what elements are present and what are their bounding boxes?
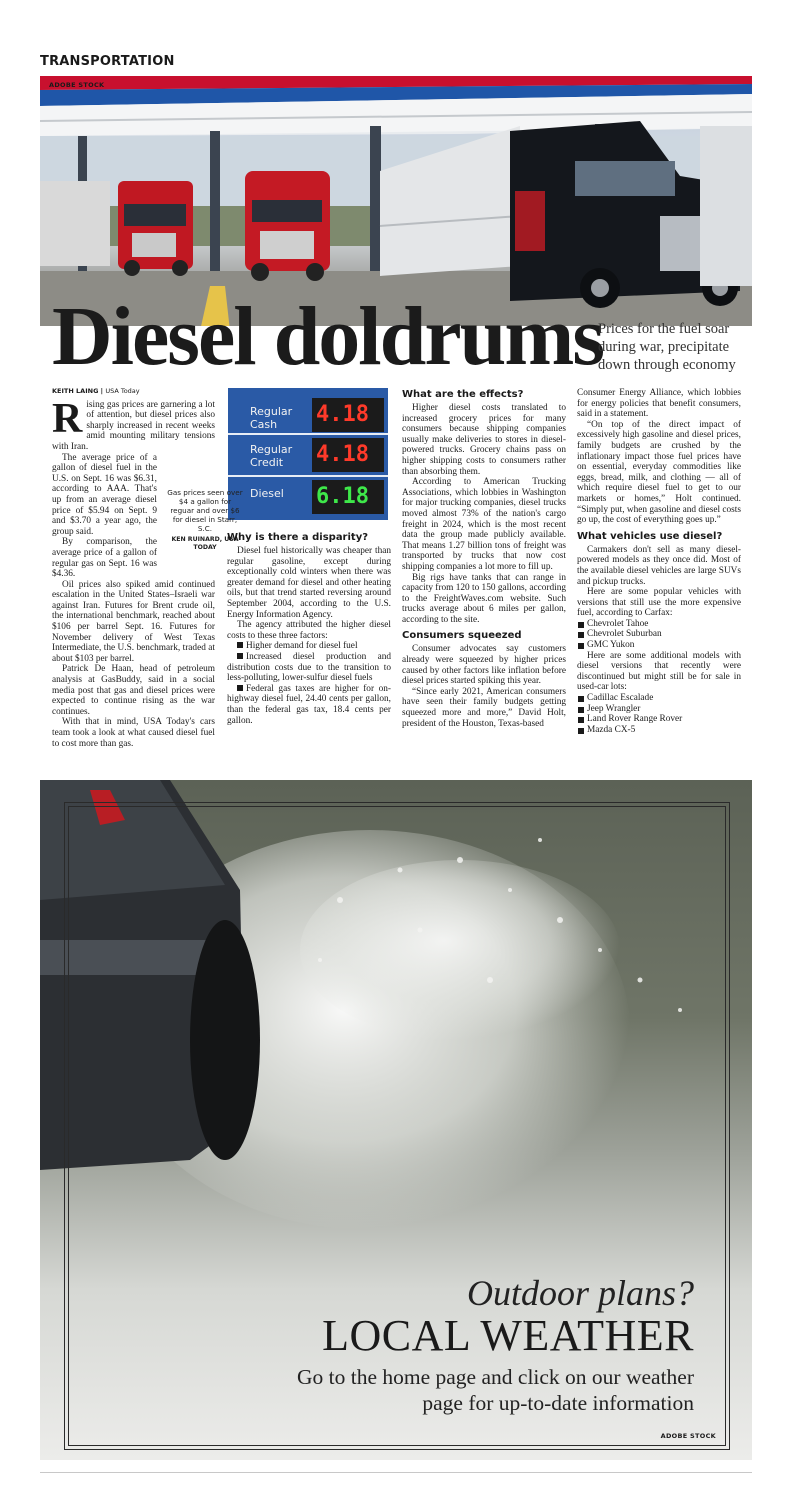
list-item: Chevrolet Suburban xyxy=(577,629,741,640)
weather-promo xyxy=(40,780,752,1460)
weather-body: Go to the home page and click on our weather page for up-to-date information xyxy=(296,1365,694,1415)
paragraph: Big rigs have tanks that can range in capacity from 120 to 150 gallons, according to the FreightWaves.com website. Such trucks average about 6 miles per gallon, according to the site. xyxy=(402,572,566,625)
paragraph: Patrick De Haan, head of petroleum analysis at GasBuddy, said in a social media post that gas and diesel prices were expected to continue rising as the war continues. xyxy=(52,664,215,717)
paragraph: Consumer advocates say customers already were squeezed by higher prices caused by other factors like inflation before diesel prices started spiking this year. xyxy=(402,644,566,687)
list-item: GMC Yukon xyxy=(577,640,741,651)
bullet-icon xyxy=(237,642,243,648)
sign-label-diesel: Diesel xyxy=(250,487,284,500)
price-regular-cash: 4.18 xyxy=(316,402,369,427)
weather-photo-credit: ADOBE STOCK xyxy=(660,1432,716,1440)
list-item: Jeep Wrangler xyxy=(577,704,741,715)
drop-cap: R xyxy=(52,395,83,442)
bullet-item: Higher demand for diesel fuel xyxy=(227,641,391,652)
paragraph: Higher diesel costs translated to increased grocery prices for many consumers because shipping companies usually make deliveries to stores in diesel-powered trucks. Grocery chains pass on higher shipping costs to consumers rather than absorbing them. xyxy=(402,403,566,477)
article-column-1 xyxy=(52,386,215,749)
article-column-2 xyxy=(227,531,391,726)
lead-text: ising gas prices are garnering a lot of attention, but diesel prices also sharply increased in recent weeks amid mounting military tensions with Iran. xyxy=(52,399,215,452)
paragraph: Diesel fuel historically was cheaper than regular gasoline, except during exceptionally cold winters when there was greater demand for diesel and other heating oils, but that trend started reversing around September 2004, according to the U.S. Energy Information Agency. xyxy=(227,546,391,620)
article-column-3 xyxy=(402,388,566,729)
paragraph: The average price of a gallon of diesel fuel in the U.S. on Sept. 16 was $6.31, according to AAA. That's up from an average diesel price of $5.94 on Sept. 9 and $3.70 a year ago, the group said. xyxy=(52,452,157,537)
subhead-effects: What are the effects? xyxy=(402,389,524,400)
section-label: TRANSPORTATION xyxy=(40,54,175,69)
vehicle-list-discontinued xyxy=(577,693,741,735)
bullet-icon xyxy=(237,653,243,659)
paragraph: With that in mind, USA Today's cars team took a look at what caused diesel fuel to cost more than gas. xyxy=(52,717,215,749)
bullet-icon xyxy=(237,685,243,691)
paragraph: According to American Trucking Associations, which lobbies in Washington for major trucking companies, diesel trucks moved almost 73% of the nation's cargo freight in 2024, which is the most recent data the group made publicly available. That means 1.27 billion tons of freight was transported by trucks that now cost shipping companies a lot more to fill up. xyxy=(402,477,566,572)
list-item: Mazda CX-5 xyxy=(577,725,741,736)
vehicle-list-current xyxy=(577,619,741,651)
paragraph: Carmakers don't sell as many diesel-powered models as they once did. Most of the available diesel vehicles are large SUVs and pickup trucks. xyxy=(577,544,741,587)
paragraph: Here are some additional models with diesel versions that recently were discontinued but might still be for sale in used-car lots: xyxy=(577,650,741,693)
caption-text: Gas prices seen over $4 a gallon for reguar and over $6 for diesel in Starr, S.C. xyxy=(167,488,243,533)
paragraph: “On top of the direct impact of excessively high gasoline and diesel prices, family budgets are crushed by the inflationary impact those fuel prices have on essential, everyday commodities like eggs, bread, milk, and clothing — all of which require diesel fuel to get to our markets or homes,” Holt continued. “Simply put, when gasoline and diesel costs go up, the cost of everything goes up.” xyxy=(577,419,741,526)
price-regular-credit: 4.18 xyxy=(316,442,369,467)
paragraph: The agency attributed the higher diesel costs to these three factors: xyxy=(227,620,391,641)
paragraph: By comparison, the average price of a gallon of regular gas on Sept. 16 was $4.36. xyxy=(52,537,157,580)
byline-author: KEITH LAING xyxy=(52,387,99,395)
headline: Diesel doldrums xyxy=(52,290,604,383)
bottom-rule xyxy=(40,1472,752,1473)
bullet-item: Increased diesel production and distribution costs due to the transition to less-polluting, lower-sulfur diesel fuels xyxy=(227,651,391,684)
deck-subtitle: Prices for the fuel soar during war, precipitate down through economy xyxy=(598,321,736,373)
weather-kicker: Outdoor plans? xyxy=(466,1273,694,1313)
weather-title: LOCAL WEATHER xyxy=(322,1311,694,1360)
list-item: Cadillac Escalade xyxy=(577,693,741,704)
subhead-disparity: Why is there a disparity? xyxy=(227,532,369,543)
sign-label-regular-credit: Regular Credit xyxy=(250,443,293,469)
paragraph: Here are some popular vehicles with versions that still use the more expensive fuel, according to Carfax: xyxy=(577,587,741,619)
price-diesel: 6.18 xyxy=(316,484,369,509)
sign-label-regular-cash: Regular Cash xyxy=(250,405,293,431)
caption-credit: KEN RUINARD, USA TODAY xyxy=(171,536,239,551)
byline-outlet: USA Today xyxy=(105,387,140,395)
list-item: Land Rover Range Rover xyxy=(577,714,741,725)
byline: KEITH LAING | USA Today xyxy=(52,387,140,395)
lead-paragraph xyxy=(52,395,215,453)
paragraph: Consumer Energy Alliance, which lobbies for energy policies that benefit consumers, said in a statement. xyxy=(577,388,741,420)
subhead-consumers: Consumers squeezed xyxy=(402,630,522,642)
paragraph: Oil prices also spiked amid continued escalation in the United States–Israeli war against Iran. Futures for Brent crude oil, the international benchmark, reached about $106 per barrel Sept. 16. Futures for November delivery of West Texas Intermediate, the U.S. benchmark, traded at about $103 per barrel. xyxy=(52,579,215,664)
paragraph: “Since early 2021, American consumers have seen their family budgets getting squeezed more and more,” David Holt, president of the Houston, Texas-based xyxy=(402,686,566,729)
subhead-vehicles: What vehicles use diesel? xyxy=(577,530,723,542)
gas-price-sign-photo xyxy=(228,388,388,520)
article-column-4 xyxy=(577,388,741,735)
bullet-item: Federal gas taxes are higher for on-highway diesel fuel, 24.40 cents per gallon, than the federal gas tax, 18.4 cents per gallon. xyxy=(227,683,391,726)
list-item: Chevrolet Tahoe xyxy=(577,619,741,630)
hero-photo-credit: ADOBE STOCK xyxy=(49,81,105,89)
